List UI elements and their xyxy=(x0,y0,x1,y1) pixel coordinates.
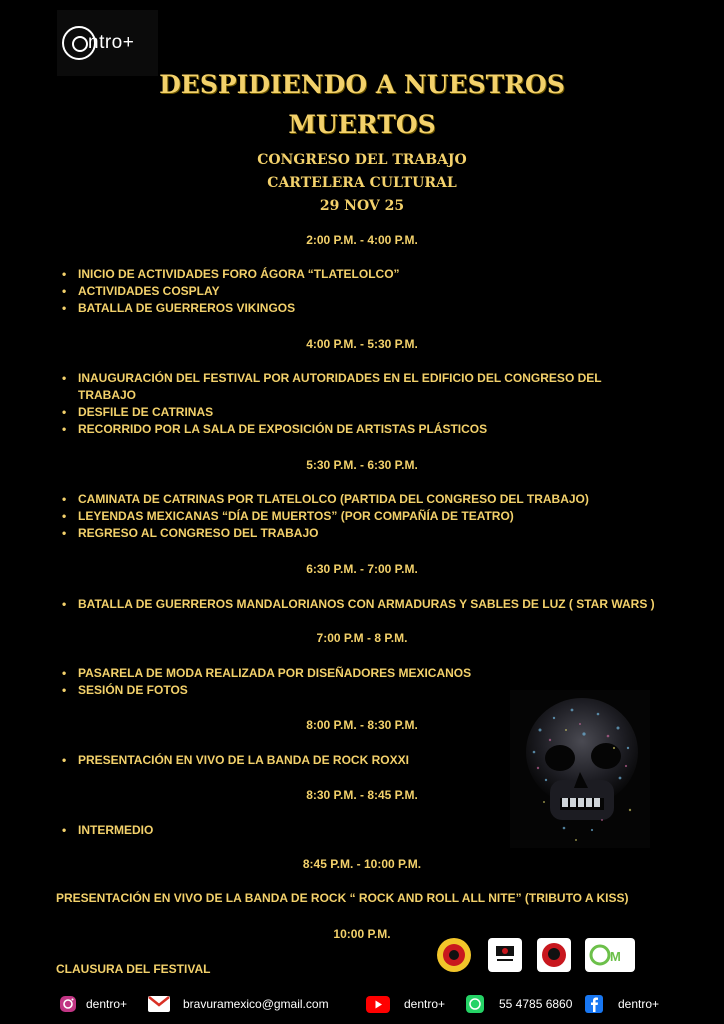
closing-text: CLAUSURA DEL FESTIVAL xyxy=(56,962,211,976)
time-slot-4: 6:30 P.M. - 7:00 P.M. xyxy=(306,562,418,576)
logo-text: ntro+ xyxy=(88,32,135,53)
event-date: 29 NOV 25 xyxy=(319,198,405,214)
time-slot-7: 8:30 P.M. - 8:45 P.M. xyxy=(306,788,418,802)
list-item: • CAMINATA DE CATRINAS POR TLATELOLCO (PARTIDA DEL CONGRESO DEL TRABAJO) xyxy=(60,491,670,508)
sponsor-logo-gm xyxy=(585,938,635,972)
time-slot-6: 8:00 P.M. - 8:30 P.M. xyxy=(306,718,418,732)
email-address[interactable]: bravuramexico@gmail.com xyxy=(183,997,329,1011)
list-item: • BATALLA DE GUERREROS MANDALORIANOS CON ARMADURAS Y SABLES DE LUZ ( STAR WARS ) xyxy=(60,596,670,613)
poster-title-line1: DESPIDIENDO A NUESTROS xyxy=(159,70,565,99)
time-slot-3: 5:30 P.M. - 6:30 P.M. xyxy=(306,458,418,472)
list-item: • LEYENDAS MEXICANAS “DÍA DE MUERTOS” (POR COMPAÑÍA DE TEATRO) xyxy=(60,508,670,525)
time-slot-5: 7:00 P.M - 8 P.M. xyxy=(316,631,408,645)
list-item: • INICIO DE ACTIVIDADES FORO ÁGORA “TLATELOLCO” xyxy=(60,266,670,283)
program-name: CARTELERA CULTURAL xyxy=(267,175,457,191)
venue-name: CONGRESO DEL TRABAJO xyxy=(257,152,467,168)
activity-list-1 xyxy=(60,266,670,317)
list-item: • ACTIVIDADES COSPLAY xyxy=(60,283,670,300)
facebook-icon[interactable] xyxy=(585,995,603,1013)
list-item: • PASARELA DE MODA REALIZADA POR DISEÑADORES MEXICANOS xyxy=(60,665,670,682)
instagram-handle[interactable]: dentro+ xyxy=(86,997,128,1011)
time-slot-1: 2:00 P.M. - 4:00 P.M. xyxy=(306,233,418,247)
activity-list-2 xyxy=(60,370,670,438)
whatsapp-number[interactable]: 55 4785 6860 xyxy=(499,997,573,1011)
sponsor-logo-3 xyxy=(537,938,571,972)
skull-artwork xyxy=(510,690,650,848)
final-time: 10:00 P.M. xyxy=(333,927,391,941)
list-item: • BATALLA DE GUERREROS VIKINGOS xyxy=(60,300,670,317)
poster-title-line2: MUERTOS xyxy=(288,110,436,139)
sponsor-logo-1 xyxy=(437,938,471,972)
list-item: • INAUGURACIÓN DEL FESTIVAL POR AUTORIDADES EN EL EDIFICIO DEL CONGRESO DEL TRABAJO xyxy=(60,370,618,404)
time-slot-8: 8:45 P.M. - 10:00 P.M. xyxy=(302,857,422,871)
list-item: • INTERMEDIO xyxy=(60,822,670,839)
instagram-icon[interactable] xyxy=(59,995,77,1013)
sponsor-logo-2 xyxy=(488,938,522,972)
brand-logo xyxy=(57,10,158,76)
svg-text:M: M xyxy=(610,949,621,964)
youtube-channel[interactable]: dentro+ xyxy=(404,997,446,1011)
whatsapp-icon[interactable] xyxy=(466,995,484,1013)
list-item: • DESFILE DE CATRINAS xyxy=(60,404,670,421)
contact-footer xyxy=(0,992,724,1018)
gmail-icon[interactable] xyxy=(148,995,170,1013)
list-item: • SESIÓN DE FOTOS xyxy=(60,682,670,699)
list-item: • RECORRIDO POR LA SALA DE EXPOSICIÓN DE ARTISTAS PLÁSTICOS xyxy=(60,421,670,438)
youtube-icon[interactable] xyxy=(366,995,390,1013)
activity-list-4 xyxy=(60,596,670,613)
activity-list-3 xyxy=(60,491,670,542)
list-item: • REGRESO AL CONGRESO DEL TRABAJO xyxy=(60,525,670,542)
list-item: • PRESENTACIÓN EN VIVO DE LA BANDA DE ROCK ROXXI xyxy=(60,752,670,769)
kiss-tribute-text: PRESENTACIÓN EN VIVO DE LA BANDA DE ROCK “ ROCK AND ROLL ALL NITE” (TRIBUTO A KISS) xyxy=(56,891,629,905)
logo-circle-icon xyxy=(62,26,96,60)
facebook-page[interactable]: dentro+ xyxy=(618,997,660,1011)
time-slot-2: 4:00 P.M. - 5:30 P.M. xyxy=(306,337,418,351)
